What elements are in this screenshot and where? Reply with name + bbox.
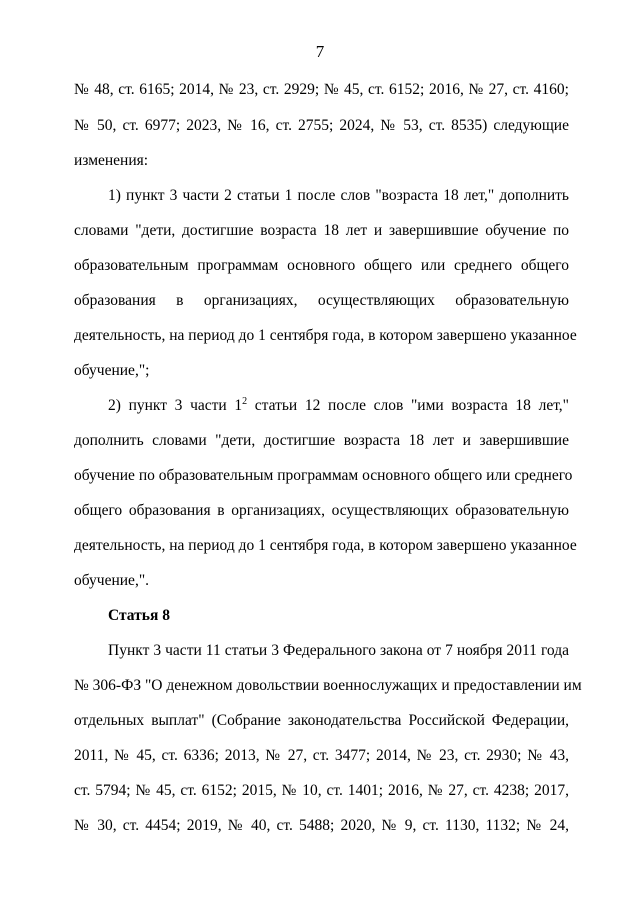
- text-line: № 306-ФЗ "О денежном довольствии военнослужащих и предоставлении им: [74, 677, 582, 694]
- page-number: 7: [315, 42, 325, 61]
- text-line: дополнить словами "дети, достигшие возраста 18 лет и завершившие: [74, 432, 569, 449]
- text-line: № 50, ст. 6977; 2023, № 16, ст. 2755; 2024, № 53, ст. 8535) следующие: [74, 117, 569, 134]
- text-line: № 48, ст. 6165; 2014, № 23, ст. 2929; № 45, ст. 6152; 2016, № 27, ст. 4160;: [74, 81, 569, 98]
- text-line: 2011, № 45, ст. 6336; 2013, № 27, ст. 3477; 2014, № 23, ст. 2930; № 43,: [74, 747, 569, 764]
- text-segment: 2) пункт 3 части 1: [108, 397, 243, 414]
- text-line: Пункт 3 части 11 статьи 3 Федерального закона от 7 ноября 2011 года: [108, 642, 569, 659]
- text-line: обучение по образовательным программам основного общего или среднего: [74, 467, 573, 484]
- text-line: словами "дети, достигшие возраста 18 лет и завершившие обучение по: [74, 222, 569, 239]
- text-line: обучение,".: [74, 572, 150, 589]
- article-heading: Статья 8: [108, 607, 170, 624]
- text-line: № 30, ст. 4454; 2019, № 40, ст. 5488; 2020, № 9, ст. 1130, 1132; № 24,: [74, 817, 569, 834]
- text-line: [108, 396, 569, 416]
- text-line: деятельность, на период до 1 сентября года, в котором завершено указанное: [74, 537, 577, 554]
- superscript: 2: [242, 396, 248, 407]
- text-line: образования в организациях, осуществляющих образовательную: [74, 292, 569, 309]
- text-line: ст. 5794; № 45, ст. 6152; 2015, № 10, ст. 1401; 2016, № 27, ст. 4238; 2017,: [74, 782, 569, 799]
- text-line: обучение,";: [74, 362, 150, 379]
- text-line: общего образования в организациях, осуществляющих образовательную: [74, 502, 569, 519]
- text-line: деятельность, на период до 1 сентября года, в котором завершено указанное: [74, 327, 577, 344]
- text-line: 1) пункт 3 части 2 статьи 1 после слов "возраста 18 лет," дополнить: [108, 187, 569, 204]
- text-segment: статьи 12 после слов "ими возраста 18 лет,": [247, 397, 570, 414]
- text-line: образовательным программам основного общего или среднего общего: [74, 257, 569, 274]
- text-line: отдельных выплат" (Собрание законодательства Российской Федерации,: [74, 712, 569, 729]
- text-line: изменения:: [74, 152, 149, 169]
